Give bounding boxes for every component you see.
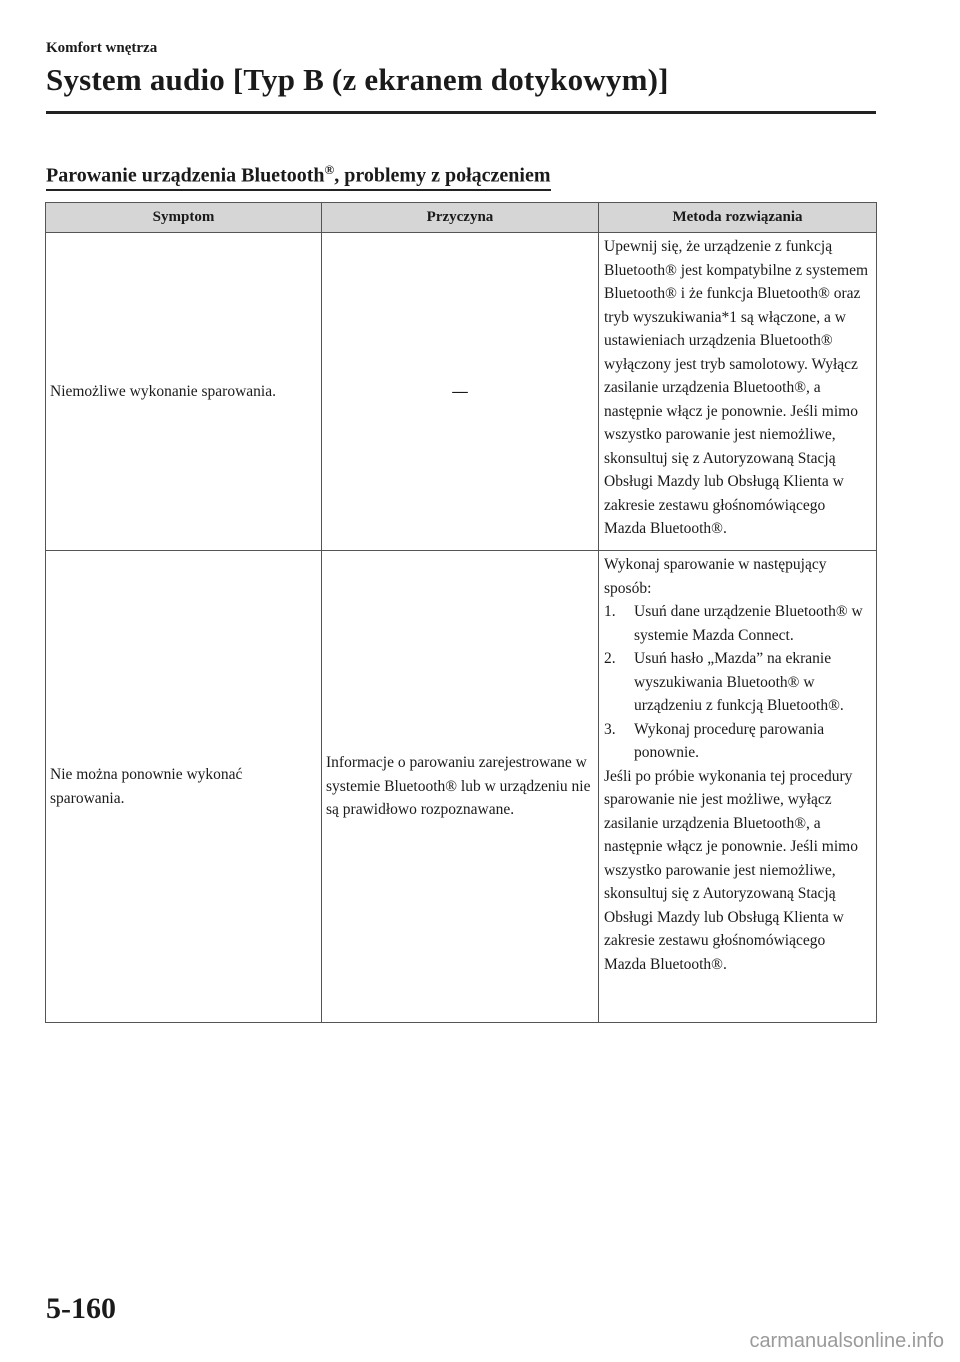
- registered-mark: ®: [324, 162, 335, 177]
- remedy-cell: Upewnij się, że urządzenie z funkcją Bluetooth® jest kompatybilne z systemem Bluetooth® i że funkcja Bluetooth® oraz tryb wyszukiwania*1 są włączone, a w ustawieniach urządzenia Bluetooth® wyłączony jest tryb samolotowy. Wyłącz zasilanie urządzenia Bluetooth®, a następnie włącz je ponownie. Jeśli mimo wszystko parowanie jest niemożliwe, skonsultuj się z Autoryzowaną Stacją Obsługi Mazdy lub Obsługą Klienta w zakresie zestawu głośnomówiącego Mazda Bluetooth®.: [599, 233, 877, 551]
- section-title-main: Parowanie urządzenia Bluetooth: [46, 164, 325, 187]
- list-item: [604, 600, 871, 647]
- step-number: 1.: [604, 603, 616, 620]
- cause-cell: ―: [322, 233, 599, 551]
- header-divider: [46, 111, 876, 114]
- step-text: Usuń dane urządzenie Bluetooth® w systemie Mazda Connect.: [634, 603, 863, 644]
- symptom-cell: Niemożliwe wykonanie sparowania.: [46, 233, 322, 551]
- remedy-cell: [599, 551, 877, 1023]
- chapter-subtitle: Komfort wnętrza: [46, 40, 158, 56]
- list-item: [604, 718, 871, 765]
- table-row: [46, 233, 877, 551]
- step-text: Wykonaj procedurę parowania ponownie.: [634, 720, 825, 761]
- remedy-intro: Wykonaj sparowanie w następujący sposób:: [604, 556, 827, 597]
- table-header-row: [46, 203, 877, 233]
- column-header-remedy: Metoda rozwiązania: [599, 203, 877, 233]
- remedy-steps: [604, 600, 871, 765]
- section-title-rest: , problemy z połączeniem: [334, 164, 551, 187]
- section-title: [46, 162, 551, 191]
- page-number: 5-160: [46, 1292, 116, 1325]
- list-item: [604, 647, 871, 718]
- watermark: carmanualsonline.info: [749, 1330, 944, 1352]
- column-header-symptom: Symptom: [46, 203, 322, 233]
- cause-cell: Informacje o parowaniu zarejestrowane w systemie Bluetooth® lub w urządzeniu nie są prawidłowo rozpoznawane.: [322, 551, 599, 1023]
- step-number: 2.: [604, 650, 616, 667]
- column-header-cause: Przyczyna: [322, 203, 599, 233]
- page-title: System audio [Typ B (z ekranem dotykowym)]: [46, 62, 669, 97]
- step-text: Usuń hasło „Mazda” na ekranie wyszukiwania Bluetooth® w urządzeniu z funkcją Bluetooth®.: [634, 650, 844, 714]
- remedy-outro: Jeśli po próbie wykonania tej procedury sparowanie nie jest możliwe, wyłącz zasilanie urządzenia Bluetooth®, a następnie włącz je ponownie. Jeśli mimo wszystko parowanie jest niemożliwe, skonsultuj się z Autoryzowaną Stacją Obsługi Mazdy lub Obsługą Klienta w zakresie zestawu głośnomówiącego Mazda Bluetooth®.: [604, 767, 858, 973]
- step-number: 3.: [604, 720, 616, 738]
- symptom-cell: Nie można ponownie wykonać sparowania.: [46, 551, 322, 1023]
- troubleshooting-table: [45, 202, 877, 1023]
- table-row: [46, 551, 877, 1023]
